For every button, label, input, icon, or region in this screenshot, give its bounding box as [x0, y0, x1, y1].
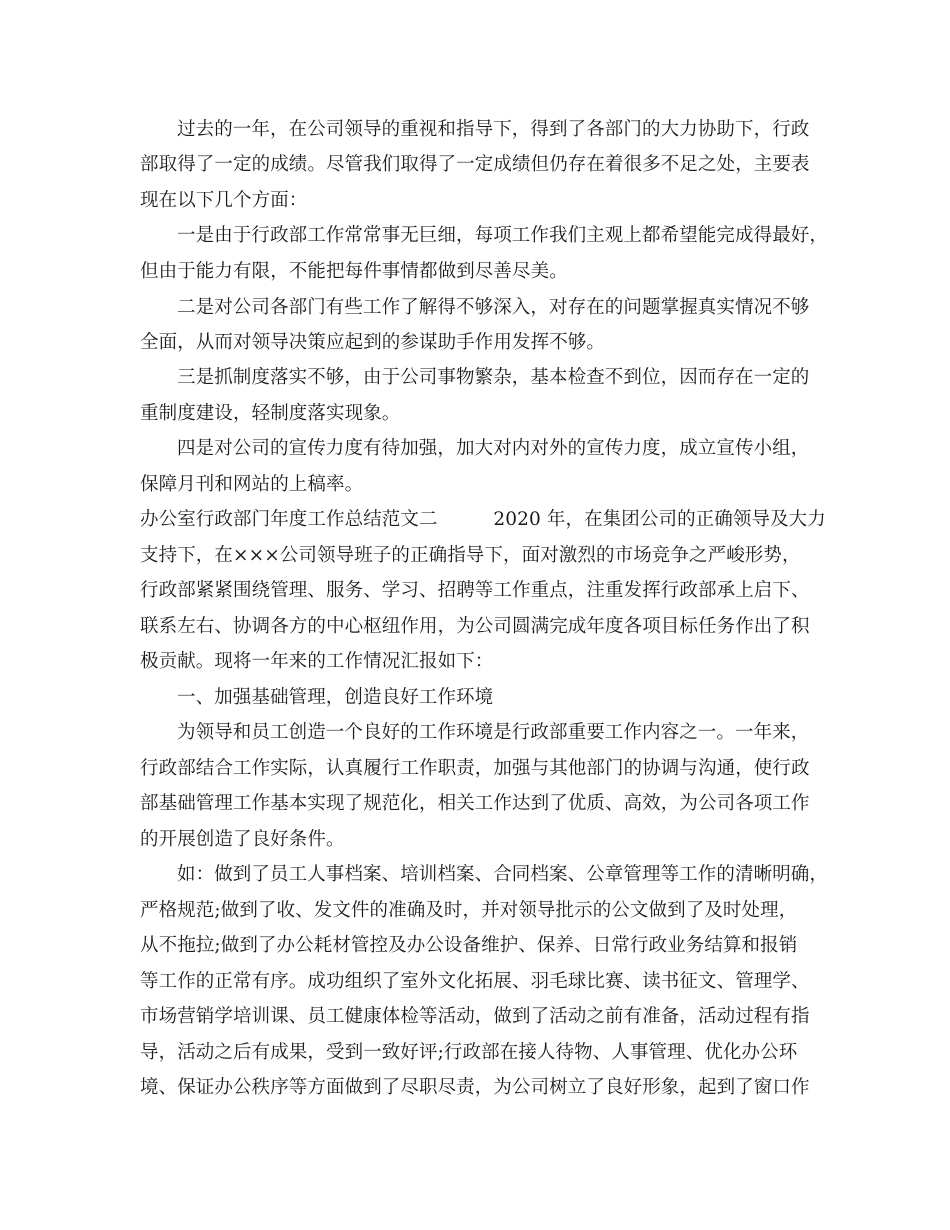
text-line: 的开展创造了良好条件。	[140, 829, 345, 850]
text-line: 市场营销学培训课、员工健康体检等活动，做到了活动之前有准备，活动过程有指	[140, 1006, 810, 1027]
text-line: 支持下，在×××公司领导班子的正确指导下，面对激烈的市场竞争之严峻形势，	[140, 545, 801, 566]
text-line: 三是抓制度落实不够，由于公司事物繁杂，基本检查不到位，因而存在一定的	[177, 367, 810, 388]
text-line: 联系左右、协调各方的中心枢纽作用，为公司圆满完成年度各项目标任务作出了积	[140, 616, 810, 637]
text-line: 一是由于行政部工作常常事无巨细，每项工作我们主观上都希望能完成得最好，	[177, 225, 829, 246]
text-line: 导，活动之后有成果，受到一致好评;行政部在接人待物、人事管理、优化办公环	[140, 1042, 798, 1063]
text-line: 严格规范;做到了收、发文件的准确及时，并对领导批示的公文做到了及时处理，	[140, 900, 798, 921]
text-line: 四是对公司的宣传力度有待加强，加大对内对外的宣传力度，成立宣传小组，	[177, 438, 810, 459]
text-line: 极贡献。现将一年来的工作情况汇报如下：	[140, 651, 494, 672]
text-line: 行政部紧紧围绕管理、服务、学习、招聘等工作重点，注重发挥行政部承上启下、	[140, 580, 810, 601]
text-line: 重制度建设，轻制度落实现象。	[140, 403, 401, 424]
text-line: 境、保证办公秩序等方面做到了尽职尽责，为公司树立了良好形象，起到了窗口作	[140, 1077, 810, 1098]
text-line: 保障月刊和网站的上稿率。	[140, 474, 364, 495]
text-line: 部取得了一定的成绩。尽管我们取得了一定成绩但仍存在着很多不足之处，主要表	[140, 154, 810, 175]
text-line: 行政部结合工作实际，认真履行工作职责，加强与其他部门的协调与沟通，使行政	[140, 758, 810, 779]
text-line: 为领导和员工创造一个良好的工作环境是行政部重要工作内容之一。一年来，	[177, 722, 810, 743]
text-line: 现在以下几个方面：	[140, 190, 308, 211]
text-line: 如：做到了员工人事档案、培训档案、合同档案、公章管理等工作的清晰明确，	[177, 864, 829, 885]
document-heading: 办公室行政部门年度工作总结范文二 2020 年，在集团公司的正确领导及大力	[140, 509, 826, 530]
text-line: 全面，从而对领导决策应起到的参谋助手作用发挥不够。	[140, 332, 606, 353]
text-line: 但由于能力有限，不能把每件事情都做到尽善尽美。	[140, 261, 568, 282]
text-line: 等工作的正常有序。成功组织了室外文化拓展、羽毛球比赛、读书征文、管理学、	[140, 971, 810, 992]
text-line: 部基础管理工作基本实现了规范化，相关工作达到了优质、高效，为公司各项工作	[140, 793, 810, 814]
section-heading: 一、加强基础管理，创造良好工作环境	[177, 687, 494, 708]
text-line: 从不拖拉;做到了办公耗材管控及办公设备维护、保养、日常行政业务结算和报销	[140, 935, 798, 956]
text-line: 二是对公司各部门有些工作了解得不够深入，对存在的问题掌握真实情况不够	[177, 297, 810, 318]
text-line: 过去的一年，在公司领导的重视和指导下，得到了各部门的大力协助下，行政	[177, 119, 810, 140]
